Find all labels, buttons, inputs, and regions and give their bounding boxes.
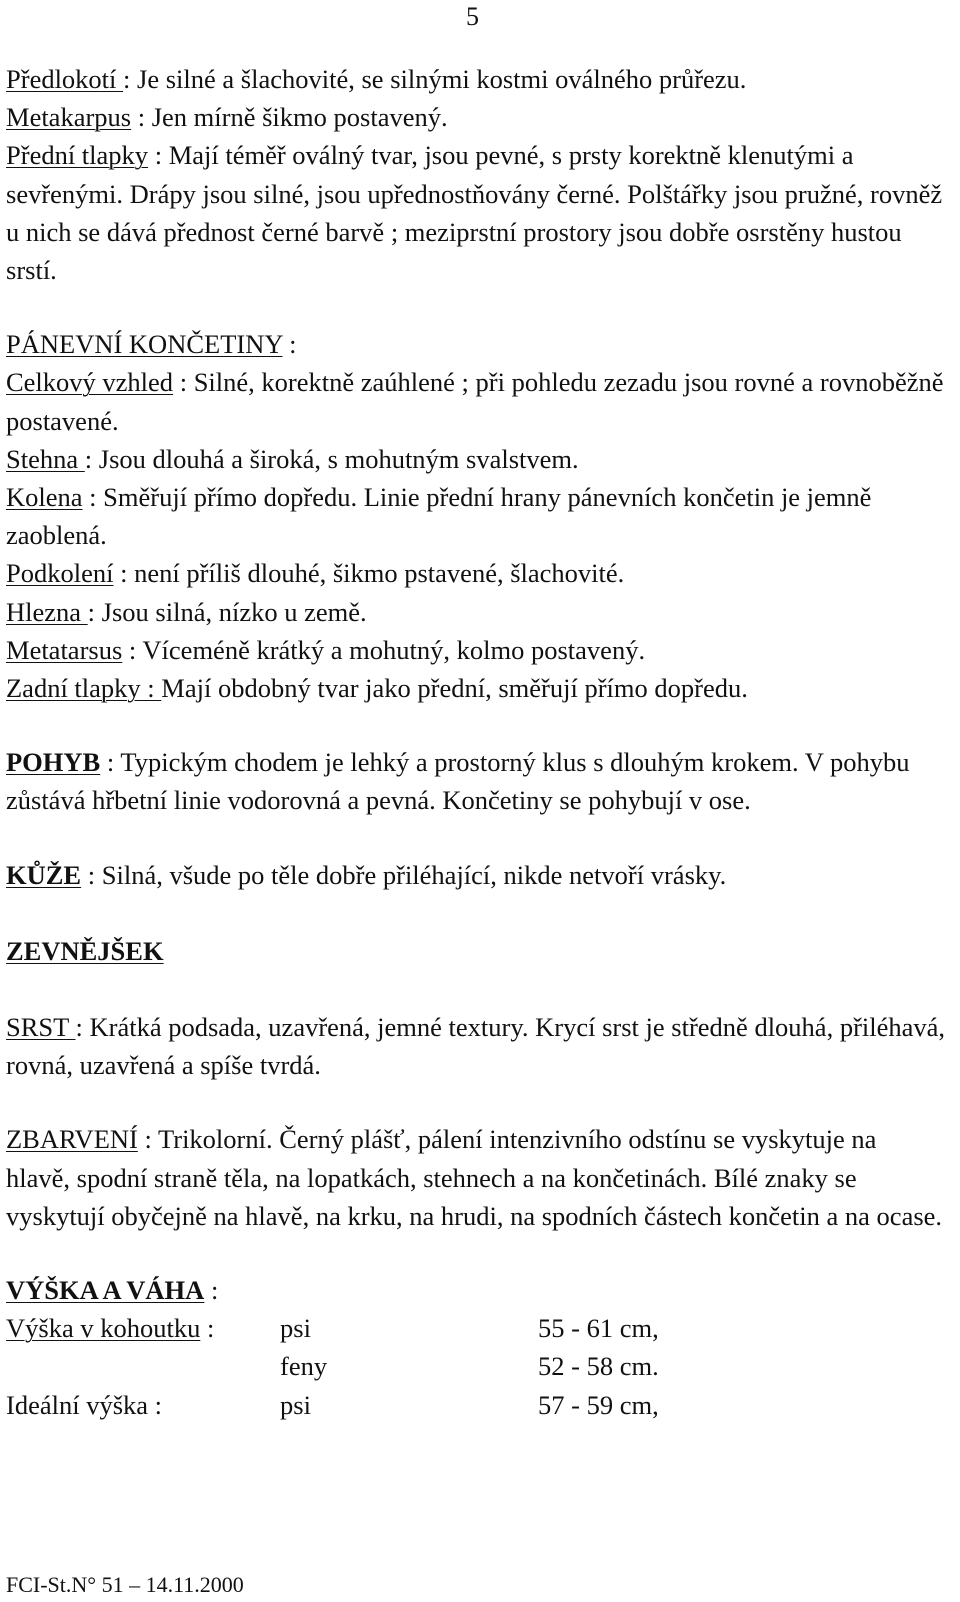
height-label: Ideální výška : (6, 1389, 163, 1420)
term-celkovy-vzhled: Celkový vzhled (6, 367, 174, 398)
spacer (6, 707, 946, 743)
footer-reference: FCI-St.N° 51 – 14.11.2000 (6, 1572, 244, 1597)
height-row (6, 1347, 946, 1385)
height-value: 55 - 61 cm, (538, 1313, 659, 1344)
panevni-konceniny-heading: PÁNEVNÍ KONČETINY : (6, 329, 297, 360)
heading-vyska-a-vaha: VÝŠKA A VÁHA (6, 1275, 205, 1306)
height-row (6, 1309, 946, 1347)
zadni-tlapky-paragraph: Zadní tlapky : Mají obdobný tvar jako přední, směřují přímo dopředu. (6, 673, 748, 704)
spacer (6, 1235, 946, 1271)
vyska-heading: VÝŠKA A VÁHA : (6, 1275, 219, 1306)
term-stehna: Stehna (6, 443, 85, 474)
celkovy-vzhled-paragraph: Celkový vzhled : Silné, korektně zaúhlené ; při pohledu zezadu jsou rovné a rovnoběžně postavené. (6, 367, 944, 436)
predni-tlapky-paragraph: Přední tlapky : Mají téměř oválný tvar, jsou pevné, s prsty korektně klenutými a sevřenými. Drápy jsou silné, jsou upřednostňovány černé. Polštářky jsou pružné, rovněž u nich se dává přednost černé barvě ; meziprstní prostory jsou dobře osrstěny hustou srstí. (6, 140, 943, 286)
heading-zevnejsek: ZEVNĚJŠEK (6, 935, 164, 966)
document-body (6, 60, 946, 1424)
spacer (6, 894, 946, 932)
term-predni-tlapky: Přední tlapky (6, 140, 149, 171)
hlezna-paragraph: Hlezna : Jsou silná, nízko u země. (6, 596, 367, 627)
zevnejsek-heading (6, 932, 946, 970)
term-zadni-tlapky: Zadní tlapky : (6, 673, 162, 704)
term-srst: SRST (6, 1012, 76, 1043)
height-label (6, 1347, 280, 1385)
heading-panevni: PÁNEVNÍ KONČETINY (6, 329, 283, 360)
height-sex: psi (280, 1389, 311, 1420)
height-value: 57 - 59 cm, (538, 1389, 659, 1420)
page-number: 5 (466, 2, 479, 31)
metakarpus-paragraph: Metakarpus : Jen mírně šikmo postavený. (6, 102, 448, 133)
pohyb-paragraph: POHYB : Typickým chodem je lehký a prostorný klus s dlouhým krokem. V pohybu zůstává hřbetní linie vodorovná a pevná. Končetiny se pohybují v ose. (6, 747, 910, 816)
height-value: 52 - 58 cm. (538, 1351, 659, 1382)
height-sex: psi (280, 1313, 311, 1344)
stehna-paragraph: Stehna : Jsou dlouhá a široká, s mohutným svalstvem. (6, 443, 579, 474)
metatarsus-paragraph: Metatarsus : Víceméně krátký a mohutný, kolmo postavený. (6, 634, 646, 665)
height-sex: feny (280, 1351, 328, 1382)
kolena-paragraph: Kolena : Směřují přímo dopředu. Linie přední hrany pánevních končetin je jemně zaoblená. (6, 482, 872, 551)
term-podkoleni: Podkolení (6, 558, 114, 589)
zbarveni-paragraph: ZBARVENÍ : Trikolorní. Černý plášť, pálení intenzivního odstínu se vyskytuje na hlavě, spodní straně těla, na lopatkách, stehnech a na končetinách. Bílé znaky se vyskytují obyčejně na hlavě, na krku, na hrudi, na spodních částech končetin a na ocase. (6, 1124, 943, 1231)
spacer (6, 970, 946, 1008)
srst-paragraph: SRST : Krátká podsada, uzavřená, jemné textury. Krycí srst je středně dlouhá, přiléhavá, rovná, uzavřená a spíše tvrdá. (6, 1012, 946, 1081)
spacer (6, 820, 946, 856)
term-predlokoti: Předlokotí (6, 64, 124, 94)
podkoleni-paragraph: Podkolení : není příliš dlouhé, šikmo pstavené, šlachovité. (6, 558, 625, 589)
height-row (6, 1386, 946, 1424)
heading-kuze: KŮŽE (6, 859, 82, 890)
heading-pohyb: POHYB (6, 747, 101, 778)
predlokoti-paragraph: Předlokotí : Je silné a šlachovité, se silnými kostmi oválného průřezu. (6, 64, 747, 94)
term-metakarpus: Metakarpus (6, 102, 132, 133)
spacer (6, 1084, 946, 1120)
term-kolena: Kolena (6, 482, 83, 513)
spacer (6, 289, 946, 325)
term-metatarsus: Metatarsus (6, 634, 123, 665)
term-hlezna: Hlezna (6, 596, 88, 627)
term-zbarveni: ZBARVENÍ (6, 1124, 138, 1155)
height-label: Výška v kohoutku : (6, 1313, 215, 1344)
kuze-paragraph: KŮŽE : Silná, všude po těle dobře přiléhající, nikde netvoří vrásky. (6, 859, 727, 890)
